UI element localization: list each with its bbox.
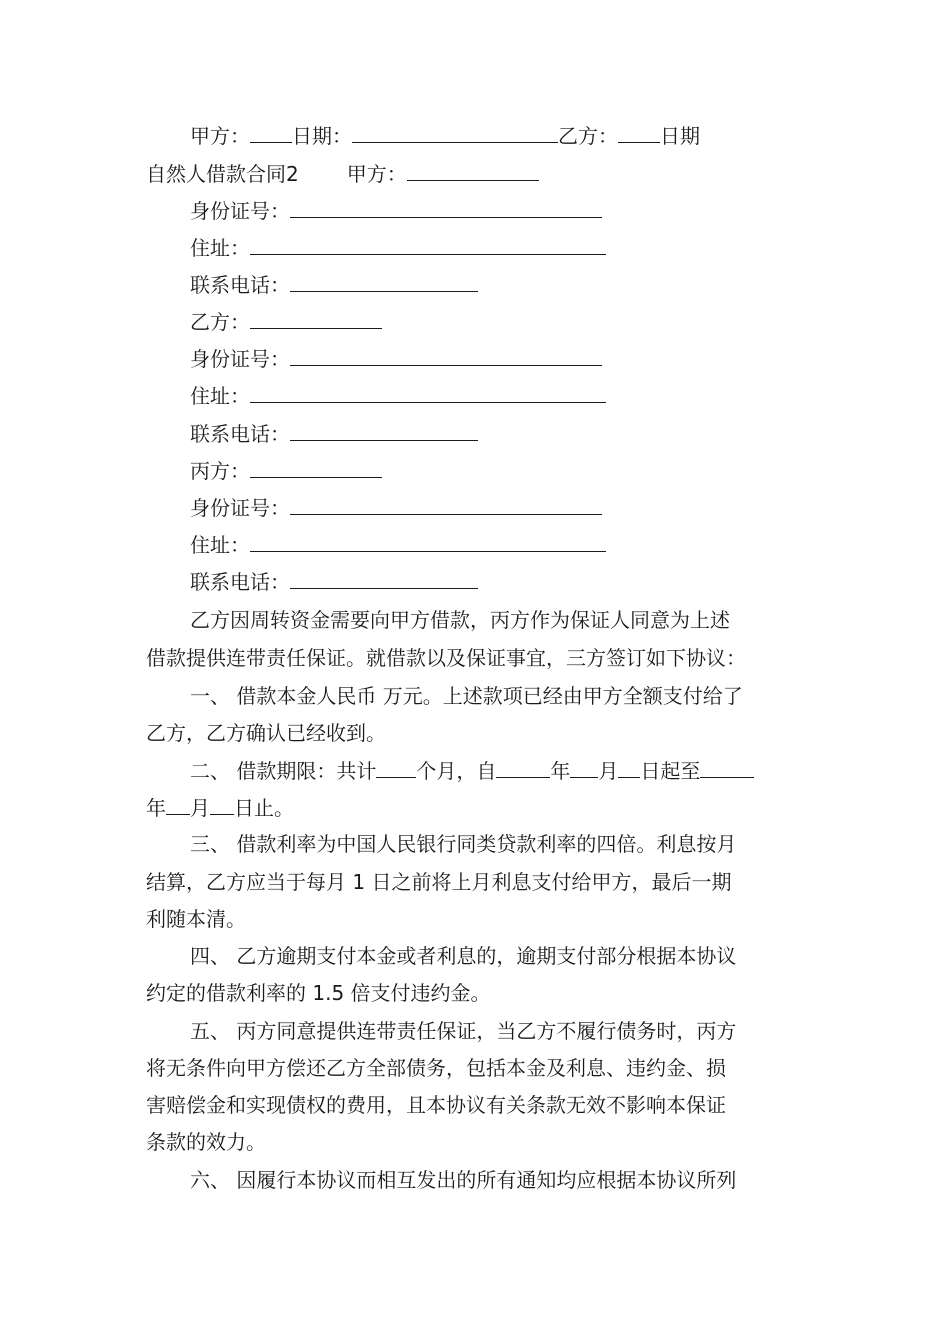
clause-2-text-b: 个月，自	[416, 759, 497, 783]
party-c-address-row	[190, 531, 606, 557]
start-month-blank	[570, 757, 598, 778]
clause-2-text-e: 日起至	[640, 759, 701, 783]
contract-title: 自然人借款合同2	[146, 162, 299, 186]
clause-2-text-f: 年	[146, 796, 166, 820]
clause-2-text-g: 月	[190, 796, 210, 820]
party-a-name-blank	[407, 160, 539, 181]
end-year-blank	[700, 757, 754, 778]
address-label: 住址：	[190, 384, 250, 408]
party-b-blank	[618, 122, 660, 143]
address-label: 住址：	[190, 533, 250, 557]
phone-label: 联系电话：	[190, 570, 290, 594]
date1-label: 日期：	[292, 124, 352, 148]
id-blank	[290, 197, 602, 218]
party-a-address-row	[190, 234, 606, 260]
party-b-name-blank	[250, 308, 382, 329]
clause-2-line-1	[190, 757, 754, 783]
clause-4-line-2: 约定的借款利率的 1.5 倍支付违约金。	[146, 981, 491, 1005]
intro-line-2: 借款提供连带责任保证。就借款以及保证事宜，三方签订如下协议：	[146, 646, 746, 670]
party-a-id-row	[190, 197, 602, 223]
phone-label: 联系电话：	[190, 273, 290, 297]
end-day-blank	[210, 794, 234, 815]
title-row	[146, 160, 539, 186]
signature-row	[190, 122, 700, 148]
phone-blank	[290, 568, 478, 589]
clause-2-text-a: 二、 借款期限：共计	[190, 759, 377, 783]
clause-2-text-h: 日止。	[234, 796, 294, 820]
clause-5-line-2: 将无条件向甲方偿还乙方全部债务，包括本金及利息、违约金、损	[146, 1056, 726, 1080]
end-month-blank	[166, 794, 190, 815]
party-b-phone-row	[190, 420, 478, 446]
party-a-phone-row	[190, 271, 478, 297]
phone-blank	[290, 271, 478, 292]
date2-label: 日期	[660, 124, 700, 148]
phone-label: 联系电话：	[190, 422, 290, 446]
start-year-blank	[496, 757, 550, 778]
party-c-label: 丙方：	[190, 459, 250, 483]
phone-blank	[290, 420, 478, 441]
party-b-label: 乙方：	[190, 310, 250, 334]
date1-blank	[352, 122, 558, 143]
intro-line-1: 乙方因周转资金需要向甲方借款，丙方作为保证人同意为上述	[190, 608, 730, 632]
party-b-label: 乙方：	[558, 124, 618, 148]
party-b-id-row	[190, 345, 602, 371]
party-a-label: 甲方：	[190, 124, 250, 148]
clause-5-line-4: 条款的效力。	[146, 1130, 266, 1154]
clause-5-line-1: 五、 丙方同意提供连带责任保证，当乙方不履行债务时，丙方	[190, 1019, 737, 1043]
months-blank	[376, 757, 416, 778]
party-c-phone-row	[190, 568, 478, 594]
id-blank	[290, 494, 602, 515]
address-blank	[250, 234, 606, 255]
id-label: 身份证号：	[190, 496, 290, 520]
clause-1-line-1: 一、 借款本金人民币 万元。上述款项已经由甲方全额支付给了	[190, 684, 743, 708]
party-c-id-row	[190, 494, 602, 520]
clause-3-line-3: 利随本清。	[146, 907, 246, 931]
clause-2-line-2	[146, 794, 294, 820]
clause-2-text-c: 年	[550, 759, 571, 783]
clause-4-line-1: 四、 乙方逾期支付本金或者利息的，逾期支付部分根据本协议	[190, 944, 737, 968]
address-blank	[250, 382, 606, 403]
clause-2-text-d: 月	[598, 759, 619, 783]
address-label: 住址：	[190, 236, 250, 260]
party-c-row	[190, 457, 382, 483]
clause-6-line-1: 六、 因履行本协议而相互发出的所有通知均应根据本协议所列	[190, 1168, 737, 1192]
clause-3-line-2: 结算，乙方应当于每月 1 日之前将上月利息支付给甲方，最后一期	[146, 870, 732, 894]
clause-1-line-2: 乙方，乙方确认已经收到。	[146, 721, 386, 745]
party-c-name-blank	[250, 457, 382, 478]
party-a-blank	[250, 122, 292, 143]
clause-5-line-3: 害赔偿金和实现债权的费用，且本协议有关条款无效不影响本保证	[146, 1093, 726, 1117]
party-b-address-row	[190, 382, 606, 408]
header-party-a-label: 甲方：	[346, 162, 407, 186]
id-label: 身份证号：	[190, 199, 290, 223]
id-label: 身份证号：	[190, 347, 290, 371]
clause-3-line-1: 三、 借款利率为中国人民银行同类贷款利率的四倍。利息按月	[190, 832, 737, 856]
id-blank	[290, 345, 602, 366]
address-blank	[250, 531, 606, 552]
start-day-blank	[618, 757, 640, 778]
party-b-row	[190, 308, 382, 334]
